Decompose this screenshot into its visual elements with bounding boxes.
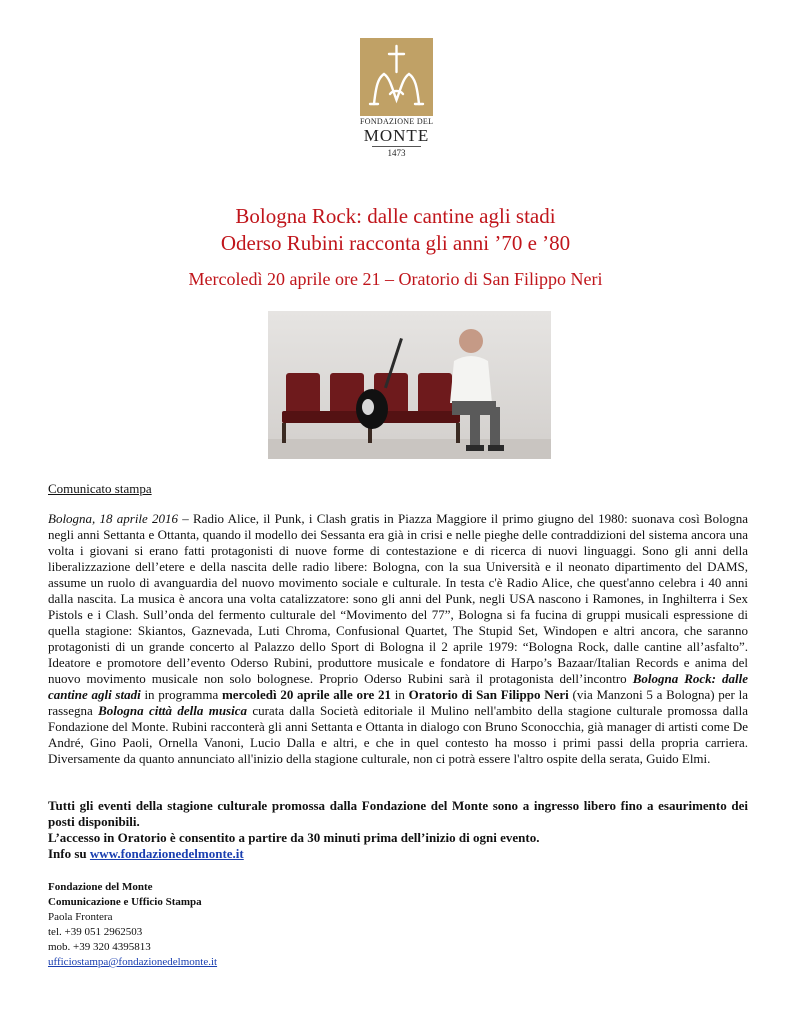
series-name: Bologna città della musica xyxy=(98,703,247,718)
dateline: Bologna, 18 aprile 2016 xyxy=(48,511,179,526)
body-text-4: (via Manzoni 5 a Bologna) per la rassegna xyxy=(48,687,748,718)
free-entry-note: Tutti gli eventi della stagione culturale promossa dalla Fondazione del Monte sono a ingresso libero fino a esaurimento dei posti disponibili. xyxy=(48,798,748,829)
body-text-3: in xyxy=(391,687,409,702)
event-name: Bologna Rock: dalle cantine agli stadi xyxy=(48,671,749,702)
event-when: mercoledì 20 aprile alle ore 21 xyxy=(221,687,392,702)
contact-org: Fondazione del Monte xyxy=(48,881,153,893)
logo-year: 1473 xyxy=(387,148,406,158)
website-link[interactable]: www.fondazionedelmonte.it xyxy=(89,846,244,861)
logo-text-line1: FONDAZIONE DEL xyxy=(360,117,434,126)
logo-text-line2: MONTE xyxy=(363,126,430,145)
access-notes xyxy=(48,798,748,862)
monte-emblem-icon xyxy=(360,38,433,116)
photo-illustration xyxy=(268,311,551,459)
contact-person: Paola Frontera xyxy=(48,911,113,923)
main-title-line2: Oderso Rubini racconta gli anni ’70 e ’80 xyxy=(220,231,571,255)
event-photo xyxy=(268,311,551,459)
event-where: Oratorio di San Filippo Neri xyxy=(408,687,569,702)
contact-dept: Comunicazione e Ufficio Stampa xyxy=(48,896,202,908)
body-paragraph xyxy=(48,511,748,767)
logo-divider xyxy=(372,146,421,147)
press-release-label: Comunicato stampa xyxy=(48,481,152,496)
contact-mobile: mob. +39 320 4395813 xyxy=(48,941,151,953)
contact-email-link[interactable]: ufficiostampa@fondazionedelmonte.it xyxy=(48,956,218,968)
body-text-2: in programma xyxy=(140,687,222,702)
logo-emblem xyxy=(360,38,433,116)
event-date-location: Mercoledì 20 aprile ore 21 – Oratorio di San Filippo Neri xyxy=(188,269,603,289)
body-text-1: – Radio Alice, il Punk, i Clash gratis in Piazza Maggiore il primo giugno del 1980: suonava così Bologna negli anni Settanta e Ottanta, quando il modello dei Sessanta era già in crisi e nelle pieghe delle contraddizioni del sistema ancora una volta i giovani si erano fatti protagonisti di nuove forme di contestazione e di ricerca di nuovi linguaggi. Sono gli anni della liberalizzazione dell’etere e della nascita delle radio libere: Bologna, con la sua Università e il neonato dipartimento del DAMS, assume un ruolo di avanguardia del nuovo movimento sociale e culturale. In testa c'è Radio Alice, che quest'anno celebra i 40 anni dalla nascita. La musica è ancora una volta catalizzatore: sono gli anni del Punk, negli USA nascono i Ramones, in Inghilterra i Sex Pistols e i Clash. Sull’onda del fermento culturale del “Movimento del 77”, Bologna si fa fucina di gruppi musicali espressione di quella stagione: Skiantos, Gaznevada, Luti Chroma, Confusional Quartet, The Stupid Set, Windopen e altri ancora, che saranno protagonisti di un grande concerto al Palazzo dello Sport di Bologna il 2 aprile 1979: “Bologna Rock, dalle cantine all’asfalto”. Ideatore e promotore dell’evento Oderso Rubini, produttore musicale e fondatore di Harpo’s Bazaar/Italian Records e anima del nuovo movimento musicale non solo bolognese. Proprio Oderso Rubini sarà il protagonista dell’incontro xyxy=(48,511,748,686)
access-time-note: L’accesso in Oratorio è consentito a partire da 30 minuti prima dell’inizio di ogni evento. xyxy=(48,830,540,845)
contact-tel: tel. +39 051 2962503 xyxy=(48,926,143,938)
body-text-5: curata dalla Società editoriale il Mulino nell'ambito della stagione culturale promossa dalla Fondazione del Monte. Rubini racconterà gli anni Settanta e Ottanta in dialogo con Bruno Sconocchia, già manager di artisti come De André, Gino Paoli, Ornella Vanoni, Lucio Dalla e altri, e che in quel contesto ha mosso i primi passi della propria carriera. Diversamente da quanto annunciato all'inizio della stagione culturale, non ci potrà essere l'altro ospite della serata, Guido Elmi. xyxy=(48,703,748,766)
press-contacts xyxy=(48,880,448,970)
press-release-body xyxy=(48,511,748,767)
info-prefix: Info su xyxy=(48,846,90,861)
foundation-logo xyxy=(360,38,433,158)
main-title-line1: Bologna Rock: dalle cantine agli stadi xyxy=(235,204,556,228)
info-line xyxy=(48,846,748,862)
